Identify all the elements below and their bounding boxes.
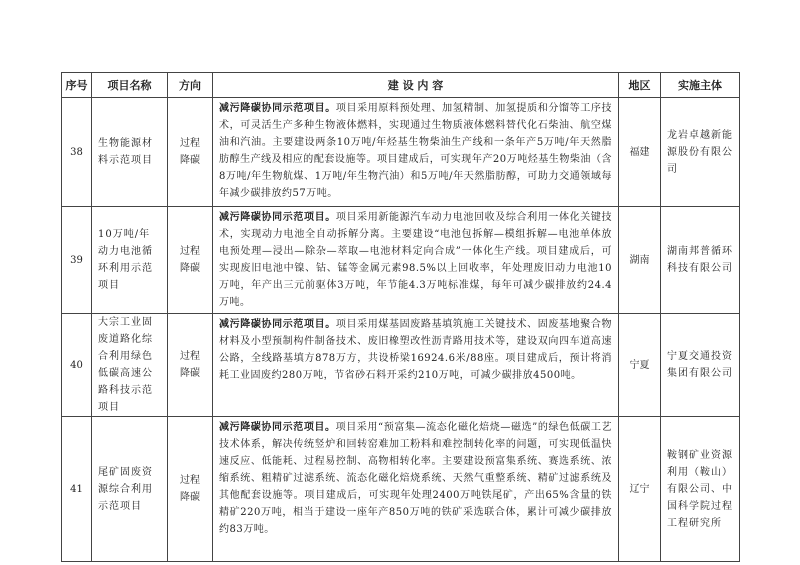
row-content-lead: 减污降碳协同示范项目。 xyxy=(219,319,336,330)
row-no: 38 xyxy=(62,98,92,207)
table-row xyxy=(62,98,740,207)
row-content xyxy=(213,207,619,314)
row-content xyxy=(213,314,619,417)
row-content-text: 项目采用原料预处理、加氢精制、加氢提质和分馏等工序技术，可灵活生产多种生物液体燃料，实现通过生物质液体燃料替代化石柴油、航空煤油和汽油。主要建设两条10万吨/年烃基生物柴油生产线和一条年产5万吨/年天然脂肪醇生产线及相应的配套设施等。项目建成后，可实现年产20万吨烃基生物柴油（含8万吨/年生物航煤、1万吨/年生物汽油）和5万吨/年天然脂肪醇，可助力交通领域每年减少碳排放约57万吨。 xyxy=(219,103,612,199)
header-entity: 实施主体 xyxy=(661,73,740,98)
row-content xyxy=(213,98,619,207)
row-content-lead: 减污降碳协同示范项目。 xyxy=(219,212,336,223)
project-table xyxy=(61,72,740,562)
table-row xyxy=(62,314,740,417)
row-content-text: 项目采用煤基固废路基填筑施工关键技术、固废基地聚合物材料及小型预制构件制备技术、废旧橡塑改性沥青路用技术等，建设双向四车道高速公路，全线路基填方878万方，共设桥梁16924.6米/88座。项目建成后，预计将消耗工业固废约280万吨，节省砂石料开采约210万吨，可减少碳排放4500吨。 xyxy=(219,319,612,381)
row-direction: 过程降碳 xyxy=(168,207,213,314)
header-no: 序号 xyxy=(62,73,92,98)
row-content-text: 项目采用“预富集—流态化磁化焙烧—磁选”的绿色低碳工艺技术体系，解决传统竖炉和回转窑难加工粉料和难控制转化率的问题，可实现低温快速反应、低能耗、过程易控制、高物相转化率。主要建设预富集系统、赛选系统、浓缩系统、粗精矿过滤系统、流态化磁化焙烧系统、天然气重整系统、精矿过滤系统及其他配套设施等。项目建成后，可实现年处理2400万吨铁尾矿，产出65%含量的铁精矿220万吨，相当于建设一座年产850万吨的铁矿采选联合体，累计可减少碳排放约83万吨。 xyxy=(219,422,612,535)
header-direction: 方向 xyxy=(168,73,213,98)
header-region: 地区 xyxy=(619,73,661,98)
row-content xyxy=(213,417,619,562)
table-header-row xyxy=(62,73,740,98)
row-entity: 龙岩卓越新能源股份有限公司 xyxy=(661,98,740,207)
row-entity: 宁夏交通投资集团有限公司 xyxy=(661,314,740,417)
row-no: 40 xyxy=(62,314,92,417)
row-project-name: 10万吨/年动力电池循环利用示范项目 xyxy=(92,207,168,314)
row-region: 湖南 xyxy=(619,207,661,314)
header-content: 建 设 内 容 xyxy=(213,73,619,98)
row-region: 福建 xyxy=(619,98,661,207)
header-name: 项目名称 xyxy=(92,73,168,98)
row-entity: 鞍钢矿业资源利用（鞍山）有限公司、中国科学院过程工程研究所 xyxy=(661,417,740,562)
row-entity: 湖南邦普循环科技有限公司 xyxy=(661,207,740,314)
row-no: 39 xyxy=(62,207,92,314)
row-project-name: 生物能源材料示范项目 xyxy=(92,98,168,207)
row-content-lead: 减污降碳协同示范项目。 xyxy=(219,422,336,433)
row-direction: 过程降碳 xyxy=(168,417,213,562)
row-no: 41 xyxy=(62,417,92,562)
row-direction: 过程降碳 xyxy=(168,98,213,207)
row-project-name: 尾矿固废资源综合利用示范项目 xyxy=(92,417,168,562)
table-row xyxy=(62,417,740,562)
row-region: 宁夏 xyxy=(619,314,661,417)
row-region: 辽宁 xyxy=(619,417,661,562)
row-direction: 过程降碳 xyxy=(168,314,213,417)
row-project-name: 大宗工业固废道路化综合利用绿色低碳高速公路科技示范项目 xyxy=(92,314,168,417)
row-content-text: 项目采用新能源汽车动力电池回收及综合利用一体化关键技术，实现动力电池全自动拆解分离。主要建设“电池包拆解—模组拆解—电池单体放电预处理—浸出—除杂—萃取—电池材料定向合成”一体化生产线。项目建成后，可实现废旧电池中镍、钴、锰等金属元素98.5%以上回收率，年处理废旧动力电池10万吨，年产出三元前驱体3万吨，年节能4.3万吨标准煤，每年可减少碳排放约24.4万吨。 xyxy=(219,212,612,308)
table-row xyxy=(62,207,740,314)
row-content-lead: 减污降碳协同示范项目。 xyxy=(219,103,336,114)
